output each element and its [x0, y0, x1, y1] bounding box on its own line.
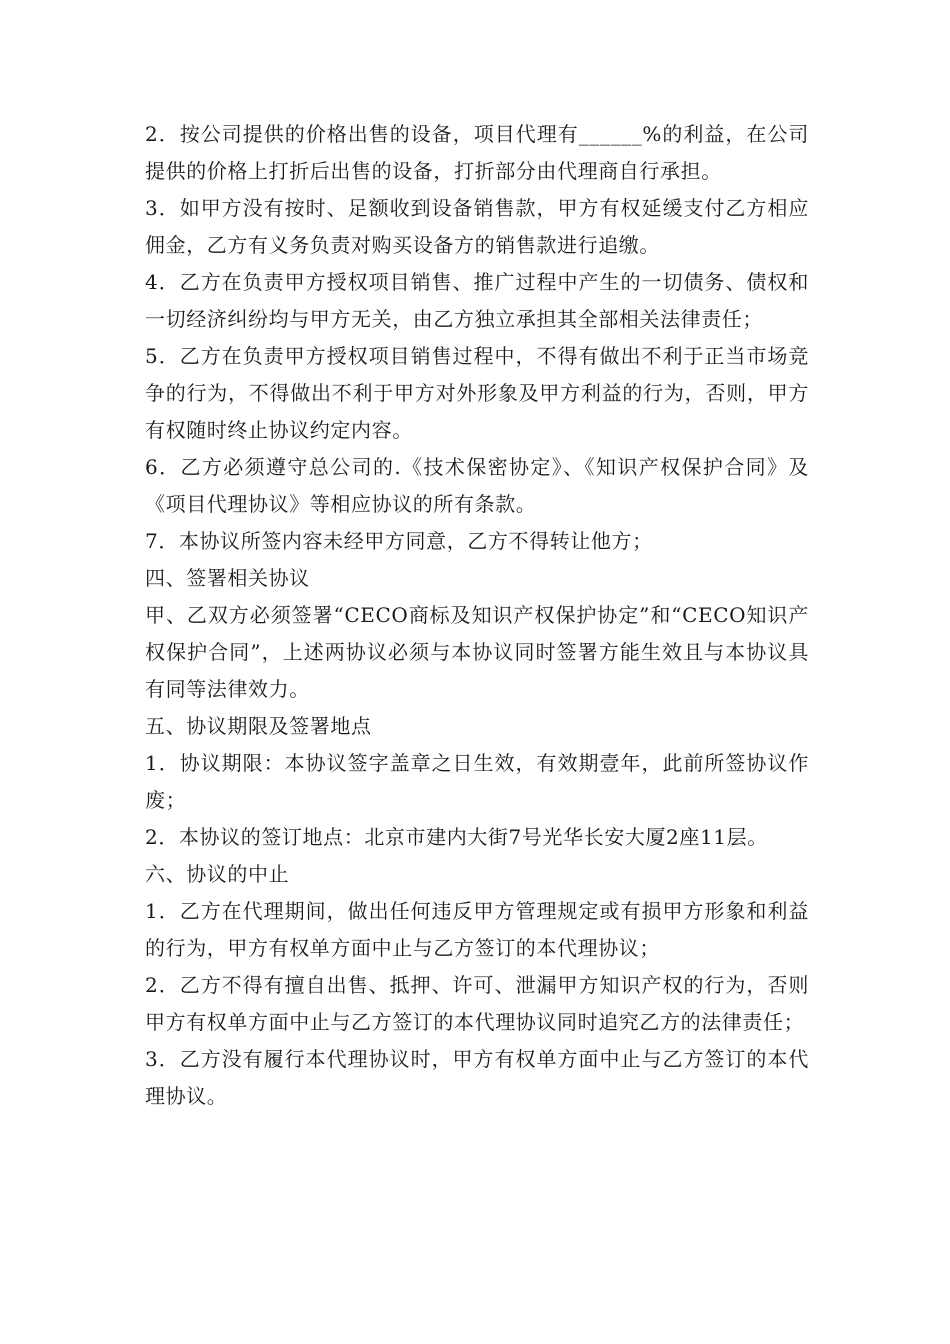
clause-profit-margin: 2．按公司提供的价格出售的设备，项目代理有______%的利益，在公司提供的价格上打折后出售的设备，打折部分由代理商自行承担。 [145, 122, 809, 183]
clause-termination-violation: 1．乙方在代理期间，做出任何违反甲方管理规定或有损甲方形象和利益的行为，甲方有权单方面中止与乙方签订的本代理协议； [145, 899, 809, 960]
clause-termination-nonperformance: 3．乙方没有履行本代理协议时，甲方有权单方面中止与乙方签订的本代理协议。 [145, 1047, 809, 1108]
section-heading-related-agreements: 四、签署相关协议 [145, 566, 310, 590]
section-heading-termination: 六、协议的中止 [145, 862, 290, 886]
clause-payment-deferral: 3．如甲方没有按时、足额收到设备销售款，甲方有权延缓支付乙方相应佣金，乙方有义务负责对购买设备方的销售款进行追缴。 [145, 196, 809, 257]
clause-fair-competition: 5．乙方在负责甲方授权项目销售过程中，不得有做出不利于正当市场竞争的行为，不得做出不利于甲方对外形象及甲方利益的行为，否则，甲方有权随时终止协议约定内容。 [145, 344, 809, 442]
clause-debt-liability: 4．乙方在负责甲方授权项目销售、推广过程中产生的一切债务、债权和一切经济纠纷均与甲方无关，由乙方独立承担其全部相关法律责任； [145, 270, 809, 331]
clause-term: 1．协议期限：本协议签字盖章之日生效，有效期壹年，此前所签协议作废； [145, 751, 809, 812]
clause-agreement-compliance: 6．乙方必须遵守总公司的.《技术保密协定》、《知识产权保护合同》及《项目代理协议》等相应协议的所有条款。 [145, 455, 809, 516]
section-heading-term-location: 五、协议期限及签署地点 [145, 714, 372, 738]
document-body [145, 116, 809, 1115]
clause-termination-ip: 2．乙方不得有擅自出售、抵押、许可、泄漏甲方知识产权的行为，否则甲方有权单方面中止与乙方签订的本代理协议同时追究乙方的法律责任； [145, 973, 809, 1034]
clause-no-transfer: 7．本协议所签内容未经甲方同意，乙方不得转让他方； [145, 529, 653, 553]
clause-related-agreements: 甲、乙双方必须签署“CECO商标及知识产权保护协定”和“CECO知识产权保护合同”，上述两协议必须与本协议同时签署方能生效且与本协议具有同等法律效力。 [145, 603, 809, 701]
clause-signing-location: 2．本协议的签订地点：北京市建内大街7号光华长安大厦2座11层。 [145, 825, 768, 849]
